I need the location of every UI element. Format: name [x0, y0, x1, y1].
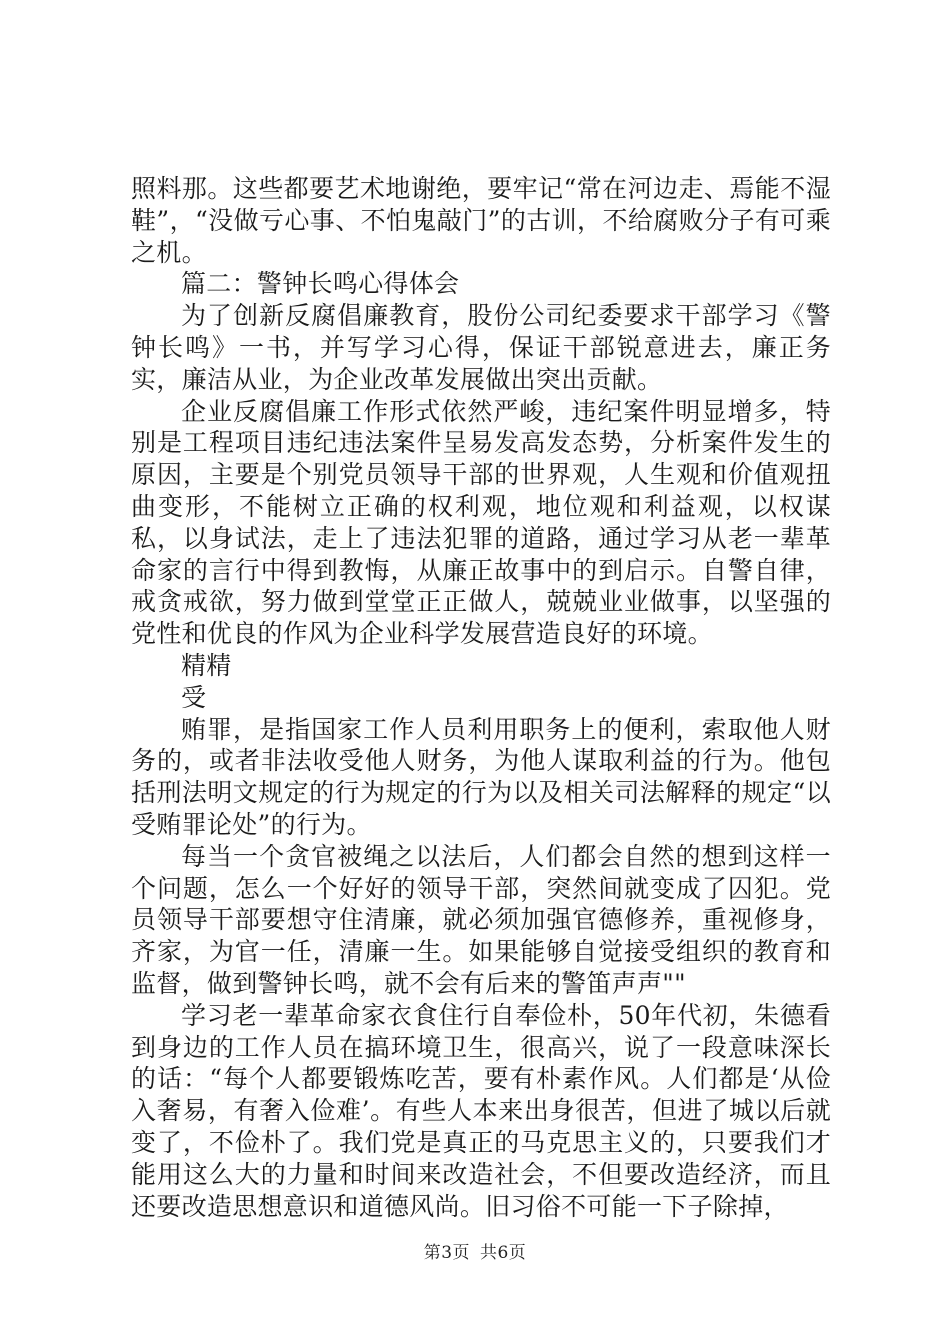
paragraph-4: 企业反腐倡廉工作形式依然严峻，违纪案件明显增多，特别是工程项目违纪违法案件呈易发高发态势，分析案件发生的原因，主要是个别党员领导干部的世界观，人生观和价值观扭曲变形，不能树立正确的权利观，地位观和利益观，以权谋私，以身试法，走上了违法犯罪的道路，通过学习从老一辈革命家的言行中得到教悔，从廉正故事中的到启示。自警自律，戒贪戒欲，努力做到堂堂正正做人，兢兢业业做事，以坚强的党性和优良的作风为企业科学发展营造良好的环境。: [131, 396, 831, 649]
paragraph-7: 贿罪，是指国家工作人员利用职务上的便利，索取他人财务的，或者非法收受他人财务，为他人谋取利益的行为。他包括刑法明文规定的行为规定的行为以及相关司法解释的规定“以受贿罪论处”的行为。: [131, 714, 831, 839]
paragraph-9: 学习老一辈革命家衣食住行自奉俭朴，50年代初，朱德看到身边的工作人员在搞环境卫生，很高兴，说了一段意味深长的话：“每个人都要锻炼吃苦，要有朴素作风。人们都是‘从俭入奢易，有奢入俭难’。有些人本来出身很苦，但进了城以后就变了，不俭朴了。我们党是真正的马克思主义的，只要我们才能用这么大的力量和时间来改造社会，不但要改造经济，而且还要改造思想意识和道德风尚。旧习俗不可能一下子除掉，: [131, 1000, 831, 1221]
paragraph-3: 为了创新反腐倡廉教育，股份公司纪委要求干部学习《警钟长鸣》一书，并写学习心得，保证干部锐意进去，廉正务实，廉洁从业，为企业改革发展做出突出贡献。: [131, 301, 831, 394]
paragraph-8: 每当一个贪官被绳之以法后，人们都会自然的想到这样一个问题，怎么一个好好的领导干部，突然间就变成了囚犯。党员领导干部要想守住清廉，就必须加强官德修养，重视修身，齐家，为官一任，清廉一生。如果能够自觉接受组织的教育和监督，做到警钟长鸣，就不会有后来的警笛声声"": [131, 841, 831, 998]
document-body: [131, 173, 831, 1222]
section-heading: 篇二：警钟长鸣心得体会: [181, 269, 460, 299]
paragraph-1: 照料那。这些都要艺术地谢绝，要牢记“常在河边走、焉能不湿鞋”，“没做亏心事、不怕鬼敲门”的古训，不给腐败分子有可乘之机。: [131, 174, 831, 267]
paragraph-6: 受: [181, 682, 207, 712]
page-number: 第3页: [423, 1243, 471, 1263]
page-total: 共6页: [479, 1243, 527, 1263]
paragraph-5: 精精: [181, 650, 232, 680]
page-footer: [0, 1238, 950, 1263]
